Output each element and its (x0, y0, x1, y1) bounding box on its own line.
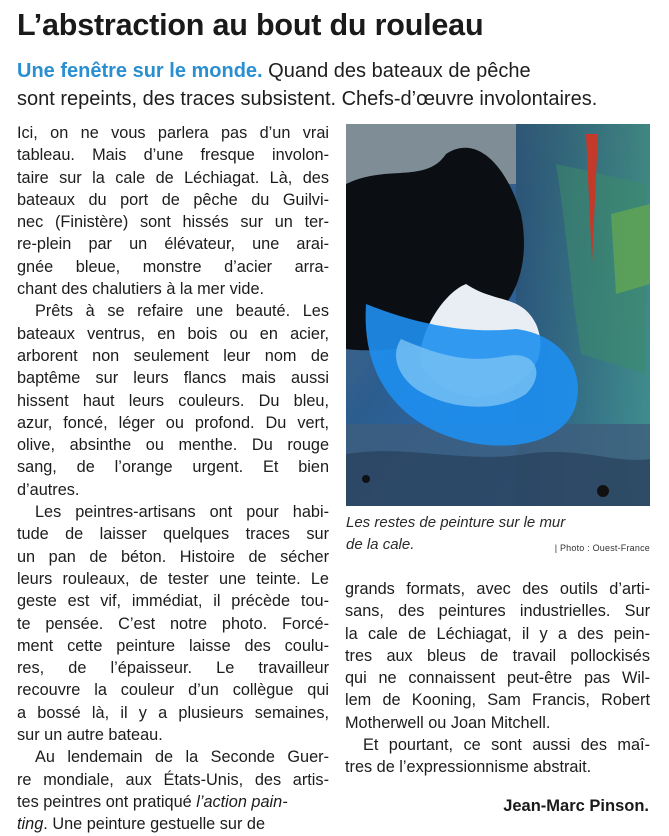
standfirst-text-2: sont repeints, des traces subsistent. Chefs-d’œuvre involontaires. (17, 87, 598, 110)
body-line: Et pourtant, ce sont aussi des maî- (363, 736, 650, 755)
body-line: bateaux du port de pêche du Guilvi- (17, 190, 329, 209)
body-line: baptême sur leurs flancs mais aussi (17, 369, 329, 388)
body-line: un pan de béton. Histoire de sécher (17, 547, 329, 566)
body-line: olive, absinthe ou menthe. Du rouge (17, 436, 329, 455)
body-line: Motherwell ou Joan Mitchell. (345, 713, 551, 732)
article-photo (346, 124, 650, 506)
article-standfirst (17, 58, 657, 113)
body-line: bateaux ventrus, en bois ou en acier, (17, 324, 329, 343)
body-line: qui ne connaissent peut-être pas Wil- (345, 669, 650, 688)
body-line: leurs rouleaux, de tester une teinte. Le (17, 569, 329, 588)
body-line: re mondiale, aux États-Unis, des artis- (17, 770, 329, 789)
body-line: ment cette peinture laisse des coulu- (17, 636, 329, 655)
standfirst-text-1: Quand des bateaux de pêche (262, 60, 531, 82)
body-line: hissent haut leurs couleurs. Du bleu, (17, 391, 329, 410)
body-line: azur, foncé, léger ou profond. Du vert, (17, 413, 329, 432)
body-line: Les peintres-artisans ont pour habi- (35, 503, 329, 522)
body-line: tres aux bleus de travail pollockisés (345, 646, 650, 665)
body-line: a bossé là, il y a plusieurs semaines, (17, 703, 329, 722)
body-line: d’autres. (17, 480, 80, 499)
caption-line-2: de la cale. (346, 535, 415, 553)
body-line: tes peintres ont pratiqué l’action pain- (17, 792, 288, 811)
body-line: sur un autre bateau. (17, 726, 163, 745)
caption-line-1: Les restes de peinture sur le mur (346, 514, 566, 531)
photo-credit: | Photo : Ouest-France (554, 543, 650, 553)
body-line: re-plein par un élévateur, une arai- (17, 235, 329, 254)
article-column-1 (17, 122, 329, 836)
body-line: res, de l’épaisseur. Le travailleur (17, 659, 329, 678)
body-line: tres de l’expressionnisme abstrait. (345, 758, 592, 777)
body-line: te pensée. C’est notre photo. Forcé- (17, 614, 329, 633)
body-line: Au lendemain de la Seconde Guer- (35, 748, 329, 767)
body-line: ting. Une peinture gestuelle sur de (17, 815, 266, 834)
body-line: recouvre la couleur d’un collègue qui (17, 681, 329, 700)
body-line: geste est vif, immédiat, il précède tou- (17, 592, 329, 611)
body-line: tableau. Mais d’une fresque involon- (17, 146, 329, 165)
body-line: Prêts à se refaire une beauté. Les (35, 302, 329, 321)
article-headline: L’abstraction au bout du rouleau (17, 8, 484, 42)
body-line: taire sur la cale de Léchiagat. Là, des (17, 168, 329, 187)
body-line: Ici, on ne vous parlera pas d’un vrai (17, 124, 329, 142)
body-line: lem de Kooning, Sam Francis, Robert (345, 691, 650, 710)
author-signature: Jean-Marc Pinson. (503, 797, 649, 815)
body-line: grands formats, avec des outils d’arti- (345, 580, 650, 598)
body-line: nec (Finistère) sont hissés sur un ter- (17, 213, 329, 232)
body-line: sang, de l’orange urgent. Et bien (17, 458, 329, 477)
standfirst-lead: Une fenêtre sur le monde. (17, 60, 263, 82)
body-line: tude de laisser quelques traces sur (17, 525, 329, 544)
article-column-2 (345, 578, 650, 779)
body-line: gnée bleue, monstre d’acier arra- (17, 257, 329, 276)
body-line: la cale de Léchiagat, il y a des pein- (345, 624, 650, 643)
paint-wall-image (346, 124, 650, 506)
body-line: chant des chalutiers à la mer vide. (17, 280, 265, 299)
body-line: sans, des peintures industrielles. Sur (345, 602, 650, 621)
body-line: arborent non seulement leur nom de (17, 346, 329, 365)
